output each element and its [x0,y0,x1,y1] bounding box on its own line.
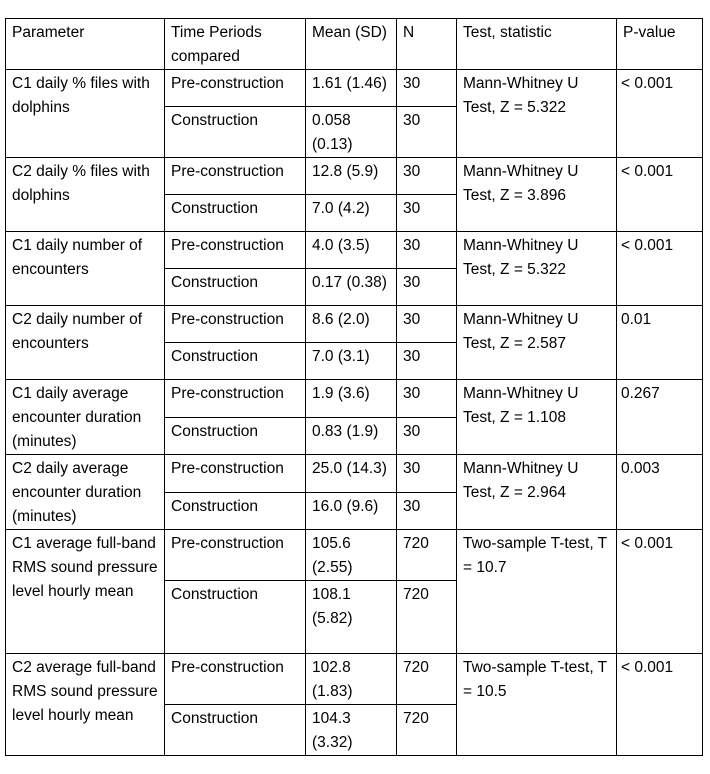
mean-cell: 1.61 (1.46) [306,70,397,107]
header-time-periods: Time Periods compared [165,19,306,70]
period-cell: Construction [165,581,306,654]
parameter-cell: C1 daily average encounter duration (minutes) [6,380,165,455]
period-cell: Pre-construction [165,158,306,195]
parameter-cell: C2 daily % files with dolphins [6,158,165,232]
p-value-cell: < 0.001 [617,70,703,158]
n-cell: 720 [397,581,457,654]
table-row [6,654,703,705]
p-value-cell: < 0.001 [617,530,703,654]
mean-cell: 105.6 (2.55) [306,530,397,581]
n-cell: 30 [397,343,457,380]
mean-cell: 4.0 (3.5) [306,232,397,269]
test-cell: Two-sample T-test, T = 10.7 [457,530,617,654]
mean-cell: 7.0 (4.2) [306,195,397,232]
p-value-cell: 0.267 [617,380,703,455]
n-cell: 30 [397,107,457,158]
table-row [6,232,703,269]
n-cell: 30 [397,232,457,269]
n-cell: 720 [397,654,457,705]
parameter-cell: C1 daily number of encounters [6,232,165,306]
mean-cell: 0.058 (0.13) [306,107,397,158]
period-cell: Pre-construction [165,306,306,343]
test-cell: Two-sample T-test, T = 10.5 [457,654,617,756]
table-row [6,306,703,343]
test-cell: Mann-Whitney U Test, Z = 5.322 [457,70,617,158]
header-p-value: P-value [617,19,703,70]
p-value-cell: < 0.001 [617,232,703,306]
n-cell: 30 [397,70,457,107]
header-n: N [397,19,457,70]
parameter-cell: C2 daily number of encounters [6,306,165,380]
period-cell: Construction [165,269,306,306]
n-cell: 30 [397,455,457,493]
table-row [6,158,703,195]
parameter-cell: C2 average full-band RMS sound pressure level hourly mean [6,654,165,756]
n-cell: 30 [397,195,457,232]
parameter-cell: C2 daily average encounter duration (minutes) [6,455,165,530]
mean-cell: 8.6 (2.0) [306,306,397,343]
period-cell: Construction [165,705,306,756]
period-cell: Construction [165,107,306,158]
mean-cell: 0.17 (0.38) [306,269,397,306]
mean-cell: 7.0 (3.1) [306,343,397,380]
period-cell: Pre-construction [165,232,306,269]
p-value-cell: < 0.001 [617,654,703,756]
period-cell: Construction [165,195,306,232]
mean-cell: 104.3 (3.32) [306,705,397,756]
period-cell: Construction [165,492,306,530]
table-row [6,380,703,418]
test-cell: Mann-Whitney U Test, Z = 2.587 [457,306,617,380]
table-row [6,455,703,493]
period-cell: Construction [165,343,306,380]
n-cell: 30 [397,306,457,343]
mean-cell: 16.0 (9.6) [306,492,397,530]
test-cell: Mann-Whitney U Test, Z = 2.964 [457,455,617,530]
p-value-cell: 0.003 [617,455,703,530]
mean-cell: 25.0 (14.3) [306,455,397,493]
period-cell: Pre-construction [165,455,306,493]
mean-cell: 108.1 (5.82) [306,581,397,654]
n-cell: 30 [397,158,457,195]
header-row [6,19,703,70]
n-cell: 30 [397,380,457,418]
header-parameter: Parameter [6,19,165,70]
parameter-cell: C1 average full-band RMS sound pressure level hourly mean [6,530,165,654]
n-cell: 720 [397,530,457,581]
n-cell: 720 [397,705,457,756]
p-value-cell: 0.01 [617,306,703,380]
n-cell: 30 [397,417,457,455]
n-cell: 30 [397,269,457,306]
test-cell: Mann-Whitney U Test, Z = 3.896 [457,158,617,232]
period-cell: Construction [165,417,306,455]
period-cell: Pre-construction [165,70,306,107]
results-table [5,18,703,756]
test-cell: Mann-Whitney U Test, Z = 1.108 [457,380,617,455]
mean-cell: 102.8 (1.83) [306,654,397,705]
period-cell: Pre-construction [165,654,306,705]
mean-cell: 1.9 (3.6) [306,380,397,418]
period-cell: Pre-construction [165,380,306,418]
header-mean-sd: Mean (SD) [306,19,397,70]
header-test-statistic: Test, statistic [457,19,617,70]
n-cell: 30 [397,492,457,530]
test-cell: Mann-Whitney U Test, Z = 5.322 [457,232,617,306]
table-row [6,70,703,107]
parameter-cell: C1 daily % files with dolphins [6,70,165,158]
table-row [6,530,703,581]
p-value-cell: < 0.001 [617,158,703,232]
mean-cell: 0.83 (1.9) [306,417,397,455]
mean-cell: 12.8 (5.9) [306,158,397,195]
period-cell: Pre-construction [165,530,306,581]
